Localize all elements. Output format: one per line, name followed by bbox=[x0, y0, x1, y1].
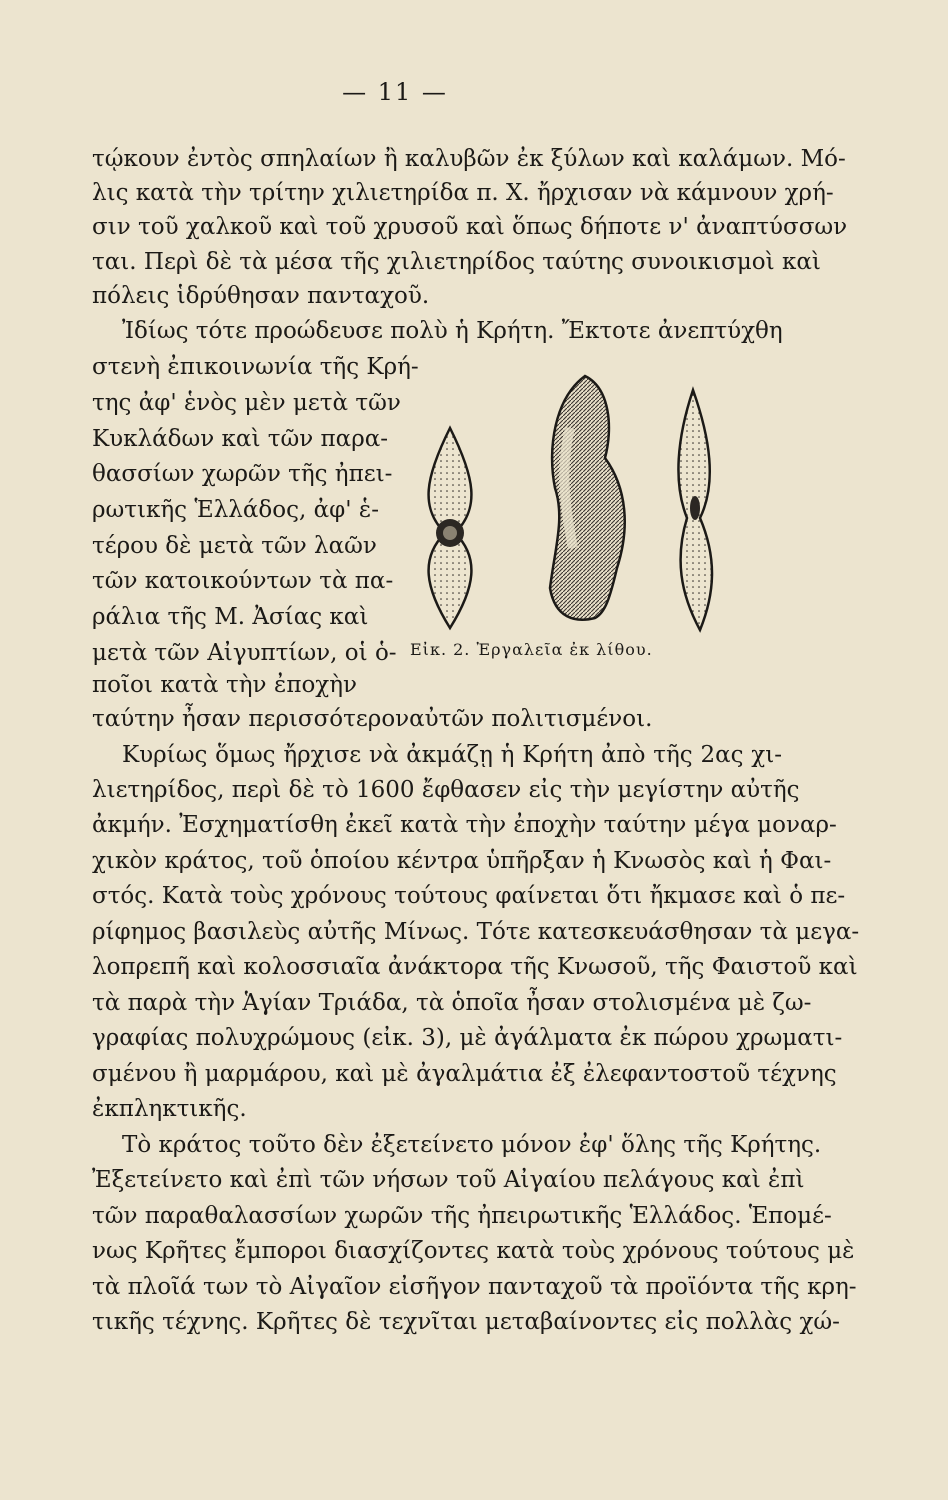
stone-axe-left bbox=[429, 428, 472, 628]
text-line: τῶν παραθαλασσίων χωρῶν τῆς ἠπειρωτικῆς Ἑλλάδος. Ἑπομέ- bbox=[92, 1203, 832, 1229]
text-line: Ἐξετείνετο καὶ ἐπὶ τῶν νήσων τοῦ Αἰγαίου πελάγους καὶ ἐπὶ bbox=[92, 1167, 805, 1193]
text-line: ράλια τῆς Μ. Ἀσίας καὶ bbox=[92, 604, 369, 630]
stone-axe-middle bbox=[550, 376, 625, 620]
text-line: ρίφημος βασιλεὺς αὐτῆς Μίνως. Τότε κατεσκευάσθησαν τὰ μεγα- bbox=[92, 919, 860, 945]
figure-caption: Εἰκ. 2. Ἐργαλεῖα ἐκ λίθου. bbox=[410, 640, 653, 659]
text-line: Τὸ κράτος τοῦτο δὲν ἐξετείνετο μόνον ἐφ' ὅλης τῆς Κρήτης. bbox=[122, 1132, 822, 1158]
text-line: χικὸν κράτος, τοῦ ὁποίου κέντρα ὑπῆρξαν ἡ Κνωσὸς καὶ ἡ Φαι- bbox=[92, 848, 832, 874]
text-line: πόλεις ἱδρύθησαν πανταχοῦ. bbox=[92, 283, 430, 309]
text-line: γραφίας πολυχρώμους (εἰκ. 3), μὲ ἀγάλματα ἐκ πώρου χρωματι- bbox=[92, 1025, 843, 1051]
text-line: ταύτην ἦσαν περισσότεροναὐτῶν πολιτισμένοι. bbox=[92, 706, 653, 732]
text-line: λιετηρίδος, περὶ δὲ τὸ 1600 ἔφθασεν εἰς τὴν μεγίστην αὐτῆς bbox=[92, 777, 800, 803]
text-line: τῶν κατοικούντων τὰ πα- bbox=[92, 568, 394, 594]
text-line: ποῖοι κατὰ τὴν ἐποχὴν bbox=[92, 672, 357, 698]
text-line: ἀκμήν. Ἐσχηματίσθη ἐκεῖ κατὰ τὴν ἐποχὴν ταύτην μέγα μοναρ- bbox=[92, 812, 837, 838]
text-line: θασσίων χωρῶν τῆς ἠπει- bbox=[92, 461, 393, 487]
text-line: νως Κρῆτες ἔμποροι διασχίζοντες κατὰ τοὺς χρόνους τούτους μὲ bbox=[92, 1238, 855, 1264]
text-line: σμένου ἢ μαρμάρου, καὶ μὲ ἀγαλμάτια ἐξ ἐλεφαντοστοῦ τέχνης bbox=[92, 1061, 837, 1087]
text-line: ἐκπληκτικῆς. bbox=[92, 1096, 247, 1122]
text-line: στενὴ ἐπικοινωνία τῆς Κρή- bbox=[92, 354, 419, 380]
text-line: τὰ πλοῖά των τὸ Αἰγαῖον εἰσῆγον πανταχοῦ τὰ προϊόντα τῆς κρη- bbox=[92, 1274, 857, 1300]
text-line: ρωτικῆς Ἑλλάδος, ἀφ' ἑ- bbox=[92, 497, 379, 523]
text-line: τικῆς τέχνης. Κρῆτες δὲ τεχνῖται μεταβαίνοντες εἰς πολλὰς χώ- bbox=[92, 1309, 840, 1335]
text-line: σιν τοῦ χαλκοῦ καὶ τοῦ χρυσοῦ καὶ ὅπως δήποτε ν' ἀναπτύσσων bbox=[92, 214, 848, 240]
text-line: τῴκουν ἐντὸς σπηλαίων ἢ καλυβῶν ἐκ ξύλων καὶ καλάμων. Μό- bbox=[92, 146, 846, 172]
text-line: λις κατὰ τὴν τρίτην χιλιετηρίδα π. Χ. ἤρχισαν νὰ κάμνουν χρή- bbox=[92, 180, 834, 206]
text-line: τὰ παρὰ τὴν Ἁγίαν Τριάδα, τὰ ὁποῖα ἦσαν στολισμένα μὲ ζω- bbox=[92, 990, 812, 1016]
text-line: Ἰδίως τότε προώδευσε πολὺ ἡ Κρήτη. Ἔκτοτε ἀνεπτύχθη bbox=[122, 318, 783, 344]
text-line: στός. Κατὰ τοὺς χρόνους τούτους φαίνεται ὅτι ἤκμασε καὶ ὁ πε- bbox=[92, 883, 846, 909]
stone-tools-figure bbox=[355, 368, 740, 658]
text-line: Κυκλάδων καὶ τῶν παρα- bbox=[92, 426, 389, 452]
text-line: ται. Περὶ δὲ τὰ μέσα τῆς χιλιετηρίδος ταύτης συνοικισμοὶ καὶ bbox=[92, 249, 821, 275]
stone-axe-right bbox=[678, 390, 712, 630]
page-number: — 11 — bbox=[342, 78, 448, 106]
text-line: της ἀφ' ἑνὸς μὲν μετὰ τῶν bbox=[92, 390, 401, 416]
text-line: Κυρίως ὅμως ἤρχισε νὰ ἀκμάζῃ ἡ Κρήτη ἀπὸ τῆς 2ας χι- bbox=[122, 742, 782, 768]
text-line: τέρου δὲ μετὰ τῶν λαῶν bbox=[92, 533, 377, 559]
text-line: λοπρεπῆ καὶ κολοσσιαῖα ἀνάκτορα τῆς Κνωσοῦ, τῆς Φαιστοῦ καὶ bbox=[92, 954, 858, 980]
text-line: μετὰ τῶν Αἰγυπτίων, οἱ ὁ- bbox=[92, 640, 397, 666]
